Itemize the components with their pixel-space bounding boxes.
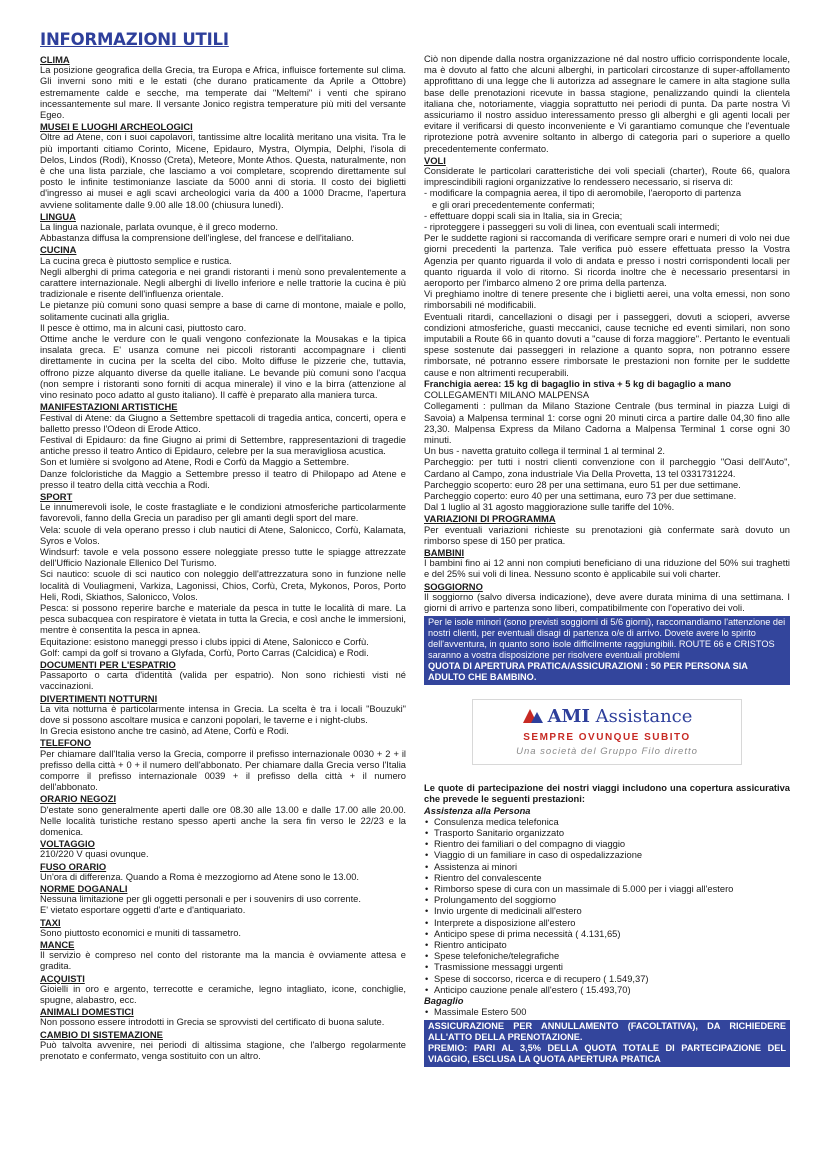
right-column	[424, 54, 790, 1067]
voli-line: Considerate le particolari caratteristiche dei voli speciali (charter), Route 66, qualora imprescindibili ragioni organizzative lo rendessero necessario, si riserva di:	[424, 166, 790, 188]
section-title: ANIMALI DOMESTICI	[40, 1006, 134, 1018]
section-paragraph: D'estate sono generalmente aperti dalle ore 08.30 alle 13.00 e dalle 17.00 alle 20.00. Nelle località turistiche restano spesso aperti anche la sera fin verso le 22/23 e la domenica.	[40, 804, 406, 838]
section-4	[40, 401, 406, 491]
section-title: CAMBIO DI SISTEMAZIONE	[40, 1028, 163, 1040]
premio-text: PREMIO: PARI AL 3,5% DELLA QUOTA TOTALE DI PARTECIPAZIONE DEL VIAGGIO, ESCLUSA LA QUOTA APERTURA PRATICA	[428, 1043, 786, 1065]
section-title-voli: VOLI	[424, 154, 446, 166]
persona-item: • Rimborso spese di cura con un massimale di 5.000 per i viaggi all'estero	[424, 884, 790, 895]
section-title: MANCE	[40, 939, 75, 951]
section-paragraph: Sci nautico: scuole di sci nautico con noleggio dell'attrezzatura sono in funzione nelle località di Vouliagmeni, Varkiza, Lagonissi, Chios, Corfù, Creta, Mykonos, Poros, Porto Heli, Rodi, Skiathos, Salonicco, Volos.	[40, 569, 406, 602]
section-paragraph: Vela: scuole di vela operano presso i club nautici di Atene, Salonicco, Corfù, Kalamata, Syros e Volos.	[40, 524, 406, 546]
section-8	[40, 737, 406, 793]
persona-list	[424, 817, 790, 996]
section-paragraph: Può talvolta avvenire, nei periodi di altissima stagione, che l'albergo regolarmente prenotato e confermato, venga sostituito con un altro.	[40, 1039, 406, 1062]
ami-mark-icon	[522, 708, 544, 724]
section-title: MANIFESTAZIONI ARTISTICHE	[40, 401, 178, 413]
collegamenti-lines	[424, 401, 790, 513]
section-3	[40, 244, 406, 401]
bagaglio-item: • Massimale Estero 500	[424, 1007, 790, 1018]
bambini-text: I bambini fino ai 12 anni non compiuti beneficiano di una riduzione del 50% sui traghetti e del 25% sui voli di linea. Nessuno sconto è applicabile sui voli charter.	[424, 558, 790, 580]
persona-item: • Spese di soccorso, ricerca e di recupero ( 1.549,37)	[424, 974, 790, 985]
section-title: NORME DOGANALI	[40, 883, 128, 895]
persona-title: Assistenza alla Persona	[424, 805, 531, 816]
section-paragraph: Festival di Epidauro: da fine Giugno ai primi di Settembre, rappresentazioni di tragedie antiche presso il teatro Antico di Epidauro, celebre per la sua meravigliosa acustica.	[40, 434, 406, 457]
quota-apertura-text: QUOTA DI APERTURA PRATICA/ASSICURAZIONI : 50 PER PERSONA SIA ADULTO CHE BAMBINO.	[428, 661, 748, 683]
section-paragraph: Per chiamare dall'Italia verso la Grecia, comporre il prefisso internazionale 0030 + 2 + il prefisso della città + 0 + il numero dell'abbonato. Per chiamare dalla Grecia verso l'Italia comporre il prefisso internazionale 0039 + il prefisso della città + il numero dell'abbonato.	[40, 748, 406, 793]
section-voli	[424, 155, 790, 514]
annullamento-box	[424, 1020, 790, 1067]
annullamento-text: ASSICURAZIONE PER ANNULLAMENTO (FACOLTATIVA), DA RICHIEDERE ALL'ATTO DELLA PRENOTAZIONE.	[428, 1021, 786, 1043]
page-title: INFORMAZIONI UTILI	[40, 30, 229, 49]
section-paragraph: La cucina greca è piuttosto semplice e rustica.	[40, 255, 232, 266]
section-variazioni	[424, 513, 790, 547]
section-title: LINGUA	[40, 210, 76, 222]
section-paragraph: Golf: campi da golf si trovano a Glyfada, Corfù, Porto Carras (Calcidica) e Rodi.	[40, 647, 369, 658]
section-title: TAXI	[40, 916, 61, 928]
voli-line: - riproteggere i passeggeri su voli di linea, con eventuali scali intermedi;	[424, 222, 720, 233]
section-2	[40, 211, 406, 245]
ami-subtitle: Una società del Gruppo Filo diretto	[516, 746, 698, 758]
section-paragraph: Un'ora di differenza. Quando a Roma è mezzogiorno ad Atene sono le 13.00.	[40, 871, 359, 882]
persona-item: • Consulenza medica telefonica	[424, 817, 790, 828]
section-6	[40, 659, 406, 693]
persona-item: • Rientro anticipato	[424, 940, 790, 951]
persona-item: • Invio urgente di medicinali all'estero	[424, 906, 790, 917]
section-title: DOCUMENTI PER L'ESPATRIO	[40, 658, 176, 670]
section-paragraph: 210/220 V quasi ovunque.	[40, 849, 149, 860]
section-title: MUSEI E LUOGHI ARCHEOLOGICI	[40, 121, 193, 133]
section-title: DIVERTIMENTI NOTTURNI	[40, 692, 158, 704]
section-title-bambini: BAMBINI	[424, 546, 465, 558]
section-title: ORARIO NEGOZI	[40, 793, 117, 805]
section-paragraph: Pesca: si possono reperire barche e materiale da pesca in tutte le località di mare. La pesca subacquea con respiratore è vietata in tutta la Grecia, e così anche le immersioni, mentre è consentita la pesca in apnea.	[40, 602, 406, 636]
collegamenti-line: Parcheggio coperto: euro 40 per una settimana, euro 73 per due settimane.	[424, 490, 737, 501]
section-5	[40, 491, 406, 659]
section-paragraph: Le pietanze più comuni sono quasi sempre a base di carne di montone, maiale e pollo, solitamente cucinati alla griglia.	[40, 300, 406, 322]
bagaglio-title: Bagaglio	[424, 996, 464, 1007]
section-title: VOLTAGGIO	[40, 838, 95, 850]
section-paragraph: Il pesce è ottimo, ma in alcuni casi, piuttosto caro.	[40, 322, 247, 333]
section-10	[40, 838, 406, 860]
right-intro	[424, 54, 790, 155]
section-bambini	[424, 547, 790, 581]
section-paragraph: Danze folcloristiche da Maggio a Settembre presso il teatro di Philopapo ad Atene e presso il teatro della città vecchia a Rodi.	[40, 468, 406, 490]
section-1	[40, 121, 406, 211]
section-title: TELEFONO	[40, 737, 92, 749]
franchigia-text: Franchigia aerea: 15 kg di bagaglio in stiva + 5 kg di bagaglio a mano	[424, 378, 732, 389]
collegamenti-line: Un bus - navetta gratuito collega il terminal 1 al terminal 2.	[424, 446, 665, 457]
isole-minori-box	[424, 616, 790, 685]
soggiorno-text: Il soggiorno (salvo diversa indicazione), deve avere durata minima di una settimana. I giorni di arrivo e partenza sono liberi, compatibilmente con l'operativo dei voli.	[424, 591, 790, 613]
section-paragraph: La lingua nazionale, parlata ovunque, è il greco moderno.	[40, 222, 278, 233]
section-13	[40, 917, 406, 939]
section-paragraph: Non possono essere introdotti in Grecia se sprovvisti del certificato di buona salute.	[40, 1017, 385, 1028]
bagaglio-list	[424, 1007, 790, 1018]
section-12	[40, 883, 406, 917]
section-paragraph: Equitazione: esistono maneggi presso i clubs ippici di Atene, Salonicco e Corfù.	[40, 636, 369, 647]
collegamenti-line: Collegamenti : pullman da Milano Stazione Centrale (bus terminal in piazza Luigi di Savoia) a Malpensa terminal 1: corse ogni 20 minuti circa a partire dalle 04,30 fino alle 23,30. Malpensa Express da Milano Cadorna a Malpensa Terminal 1 corse ogni 30 minuti.	[424, 401, 790, 445]
intro-paragraph: Ciò non dipende dalla nostra organizzazione né dal nostro ufficio corrispondente locale, ma è dovuto al fatto che alcuni alberghi, in particolari circostanze di super-affollamento approfittano di una legge che li autorizza ad assegnare le camere in alta stagione sulla base delle prenotazioni ricevute in bassa stagione, penalizzando quindi la clientela italiana che, notoriamente, viaggia soprattutto nei periodi di punta. Da parte nostra Vi assicuriamo il nostro assiduo interessamento presso gli alberghi e gli agenti locali per evitare il verificarsi di questo inconveniente e Vi garantiamo comunque che l'eventuale riprotezione potrà avvenire soltanto in albergo di categoria pari o superiore a quello precedentemente confermato.	[424, 54, 790, 154]
persona-item: • Trasmissione messaggi urgenti	[424, 962, 790, 973]
section-paragraph: E' vietato esportare oggetti d'arte e d'antiquariato.	[40, 905, 246, 916]
voli-line: Eventuali ritardi, cancellazioni o disagi per i passeggeri, dovuti a scioperi, avverse condizioni atmosferiche, guasti meccanici, cause tecniche ed eventi similari, non sono imputabili a Route 66 in quanto dovuti a "cause di forza maggiore". Pertanto le eventuali spese sostenute dai passeggeri in relazione a quanto sopra, non potranno essere rimborsate, né potranno essere rimborsate le prestazioni non fornite per le suddette cause e non altrimenti recuperabili.	[424, 311, 790, 378]
isole-minori-text: Per le isole minori (sono previsti soggiorni di 5/6 giorni), raccomandiamo l'attenzione dei nostri clienti, per eventuali disagi di partenza o/e di arrivo. Dovete avere lo spirito dell'avventura, in quanto sono isole difficilmente raggiungibili. ROUTE 66 e CRISTOS saranno a vostra disposizione per risolvere eventuali problemi	[428, 617, 786, 661]
collegamenti-title: COLLEGAMENTI MILANO MALPENSA	[424, 390, 590, 401]
voli-line: Per le suddette ragioni si raccomanda di verificare sempre orari e numeri di volo nei due giorni precedenti la partenza. Tale verifica può essere effettuata presso la Vostra Agenzia per quanto riguarda il volo di andata e presso i nostri corrispondenti locali per quanto riguarda il volo di ritorno. Si ricorda inoltre che è necessario presentarsi in aeroporto per l'imbarco almeno 2 ore prima della partenza.	[424, 233, 790, 289]
voli-lines	[424, 166, 790, 379]
section-11	[40, 861, 406, 883]
section-paragraph: Festival di Atene: da Giugno a Settembre spettacoli di tragedia antica, concerti, opera e balletto presso l'Odeon di Erode Attico.	[40, 412, 406, 434]
section-paragraph: Nessuna limitazione per gli oggetti personali e per i souvenirs di uso corrente.	[40, 894, 361, 905]
section-paragraph: Oltre ad Atene, con i suoi capolavori, tantissime altre località meritano una visita. Tra le più importanti citiamo Corinto, Micene, Epidauro, Mystra, Olympia, Delphi, l'isola di Delos, Lindos (Rodi), Knosso (Creta), Meteore, Monte Athos. Questa, naturalmente, non è che una lista parziale, che lasciamo a voi completare, scoprendo direttamente sul posto le infinite testimonianze lasciate da 5000 anni di storia. Il costo dei biglietti d'ingresso ai musei e agli scavi archeologici varia da 400 a 1000 Dracme, l'apertura avviene solitamente dalle 9.00 alle 18.00 (chiusura lunedì).	[40, 132, 406, 210]
left-column	[40, 54, 406, 1062]
persona-item: • Assistenza ai minori	[424, 862, 790, 873]
section-17	[40, 1029, 406, 1063]
section-title: CLIMA	[40, 54, 70, 65]
voli-line: e gli orari precedentemente confermati;	[432, 199, 595, 210]
section-paragraph: Passaporto o carta d'identità (valida per espatrio). Non sono richiesti visti né vaccinazioni.	[40, 670, 406, 692]
persona-item: • Trasporto Sanitario organizzato	[424, 828, 790, 839]
persona-item: • Anticipo spese di prima necessità ( 4.131,65)	[424, 929, 790, 940]
section-15	[40, 973, 406, 1007]
section-paragraph: Abbastanza diffusa la comprensione dell'inglese, del francese e dell'italiano.	[40, 233, 355, 244]
section-9	[40, 793, 406, 838]
persona-item: • Rientro del convalescente	[424, 873, 790, 884]
section-paragraph: Gioielli in oro e argento, terrecotte e ceramiche, legno intagliato, icone, conchiglie, spugne, alabastro, ecc.	[40, 983, 406, 1006]
ami-slogan: SEMPRE OVUNQUE SUBITO	[523, 732, 691, 744]
ami-brand-a: AMI	[547, 706, 590, 728]
section-title-variazioni: VARIAZIONI DI PROGRAMMA	[424, 513, 556, 525]
section-7	[40, 693, 406, 738]
section-title-soggiorno: SOGGIORNO	[424, 580, 483, 592]
section-paragraph: Le innumerevoli isole, le coste frastagliate e le condizioni atmosferiche particolarmente favorevoli, fanno della Grecia un paradiso per gli amanti degli sport del mare.	[40, 502, 406, 524]
ami-brand-b: Assistance	[595, 706, 693, 728]
persona-item: • Rientro dei familiari o del compagno di viaggio	[424, 839, 790, 850]
ami-assistance-logo	[472, 699, 742, 765]
insurance-intro: Le quote di partecipazione dei nostri viaggi includono una copertura assicurativa che prevede le seguenti prestazioni:	[424, 783, 790, 805]
section-title: SPORT	[40, 490, 73, 502]
section-paragraph: Il servizio è compreso nel conto del ristorante ma la mancia è ovviamente attesa e gradita.	[40, 950, 406, 972]
voli-line: Vi preghiamo inoltre di tenere presente che i biglietti aerei, una volta emessi, non sono rimborsabili né modificabili.	[424, 289, 790, 311]
section-title: ACQUISTI	[40, 972, 85, 984]
section-title: FUSO ORARIO	[40, 860, 107, 872]
section-paragraph: Windsurf: tavole e vela possono essere noleggiate presso tutte le spiagge attrezzate dell'Ufficio Nazionale Ellenico Del Turismo.	[40, 546, 406, 569]
section-paragraph: La posizione geografica della Grecia, tra Europa e Africa, influisce fortemente sul clima. Gli inverni sono miti e le estati (che durano praticamente da Aprile a Ottobre) estremamente calde e secche, ma temperate dai "Meltemi" i venti che spirano incessantemente sul mare. Il versante Jonico registra temperature più miti del versante Egeo.	[40, 65, 406, 121]
collegamenti-line: Parcheggio scoperto: euro 28 per una settimana, euro 51 per due settimane.	[424, 479, 741, 490]
section-paragraph: Sono piuttosto economici e muniti di tassametro.	[40, 927, 241, 938]
voli-line: - effettuare doppi scali sia in Italia, sia in Grecia;	[424, 210, 623, 221]
variazioni-text: Per eventuali variazioni richieste su prenotazioni già confermate sarà dovuto un rimborso spese di 150 per pratica.	[424, 524, 790, 546]
collegamenti-line: Parcheggio: per tutti i nostri clienti convenzione con il parcheggio "Oasi dell'Auto", Cardano al Campo, zona industriale Via Della Provetta, 13 tel 0331731224.	[424, 457, 790, 479]
section-paragraph: Negli alberghi di prima categoria e nei grandi ristoranti i menù sono prevalentemente a carattere internazionale. Negli alberghi di livello inferiore e nelle trattorie la cucina è più tradizionale e risente dell'influenza orientale.	[40, 266, 406, 300]
section-title: CUCINA	[40, 244, 77, 256]
section-paragraph: La vita notturna è particolarmente intensa in Grecia. La scelta è tra i locali "Bouzuki" dove si possono ascoltare musica e canzoni popolari, le taverne e i night-clubs.	[40, 703, 406, 725]
section-paragraph: In Grecia esistono anche tre casinò, ad Atene, Corfù e Rodi.	[40, 726, 289, 737]
section-16	[40, 1006, 406, 1028]
persona-item: • Anticipo cauzione penale all'estero ( 15.493,70)	[424, 985, 790, 996]
voli-line: - modificare la compagnia aerea, il tipo di aeromobile, l'aeroporto di partenza	[424, 188, 742, 199]
section-soggiorno	[424, 581, 790, 615]
section-0	[40, 54, 406, 121]
ami-brand	[473, 706, 741, 728]
persona-item: • Interprete a disposizione all'estero	[424, 918, 790, 929]
section-14	[40, 939, 406, 973]
collegamenti-line: Dal 1 luglio al 31 agosto maggiorazione sulle tariffe del 10%.	[424, 502, 675, 513]
persona-item: • Viaggio di un familiare in caso di ospedalizzazione	[424, 850, 790, 861]
persona-item: • Prolungamento del soggiorno	[424, 895, 790, 906]
section-paragraph: Son et lumière si svolgono ad Atene, Rodi e Corfù da Maggio a Settembre.	[40, 457, 350, 468]
persona-item: • Spese telefoniche/telegrafiche	[424, 951, 790, 962]
section-paragraph: Ottime anche le verdure con le quali vengono confezionate la Mousakas e la tipica insalata greca. E' usanza comune nei piccoli ristoranti accompagnare i clienti direttamente in cucina per la scelta del cibo. Molto diffuse le pizzerie che, tuttavia, offrono pizze alquanto diverse da quelle italiane. Le bevande più comuni sono l'acqua (non sempre i ristoranti sono forniti di acqua minerale) il vino e la birra (attenzione al vino resinato poco adatto al gusto italiano). Il caffè è preparato alla maniera turca.	[40, 334, 406, 401]
section-insurance	[424, 783, 790, 1067]
